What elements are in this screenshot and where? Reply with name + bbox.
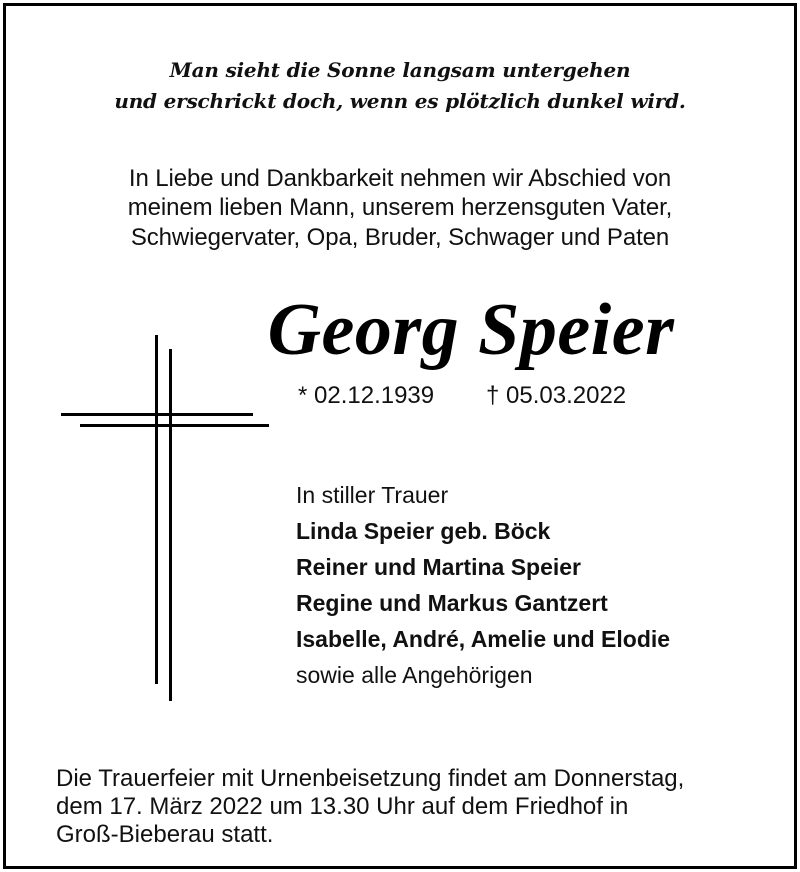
mourner-name: Isabelle, André, Amelie und Elodie: [296, 626, 671, 652]
death-date: † 05.03.2022: [486, 382, 627, 409]
deceased-name: Georg Speier: [267, 289, 675, 371]
mourners-intro: In stiller Trauer: [296, 482, 449, 508]
cross-horizontal-bar-1: [61, 413, 253, 416]
funeral-line-3: Groß-Bieberau statt.: [56, 821, 274, 848]
mourners-block: [296, 477, 670, 693]
cross-horizontal-bar-2: [80, 424, 269, 427]
funeral-line-1: Die Trauerfeier mit Urnenbeisetzung findet am Donnerstag,: [56, 765, 685, 792]
intro-line-2: meinem lieben Mann, unserem herzensguten Vater,: [127, 194, 673, 221]
cross-vertical-bar-2: [169, 349, 172, 701]
intro-line-1: In Liebe und Dankbarkeit nehmen wir Abschied von: [128, 165, 672, 192]
mourner-name: Reiner und Martina Speier: [296, 554, 582, 580]
obituary-frame: [3, 3, 797, 869]
motto-line-1: Man sieht die Sonne langsam untergehen: [169, 58, 631, 82]
mourner-name: Linda Speier geb. Böck: [296, 518, 551, 544]
funeral-line-2: dem 17. März 2022 um 13.30 Uhr auf dem Friedhof in: [56, 793, 629, 820]
mourner-name: Regine und Markus Gantzert: [296, 590, 608, 616]
cross-vertical-bar-1: [155, 335, 158, 684]
intro-line-3: Schwiegervater, Opa, Bruder, Schwager und Paten: [130, 224, 670, 251]
funeral-notice: [56, 765, 776, 849]
birth-date: * 02.12.1939: [298, 382, 435, 409]
motto-line-2: und erschrickt doch, wenn es plötzlich dunkel wird.: [114, 89, 686, 113]
mourners-closing: sowie alle Angehörigen: [296, 662, 533, 688]
